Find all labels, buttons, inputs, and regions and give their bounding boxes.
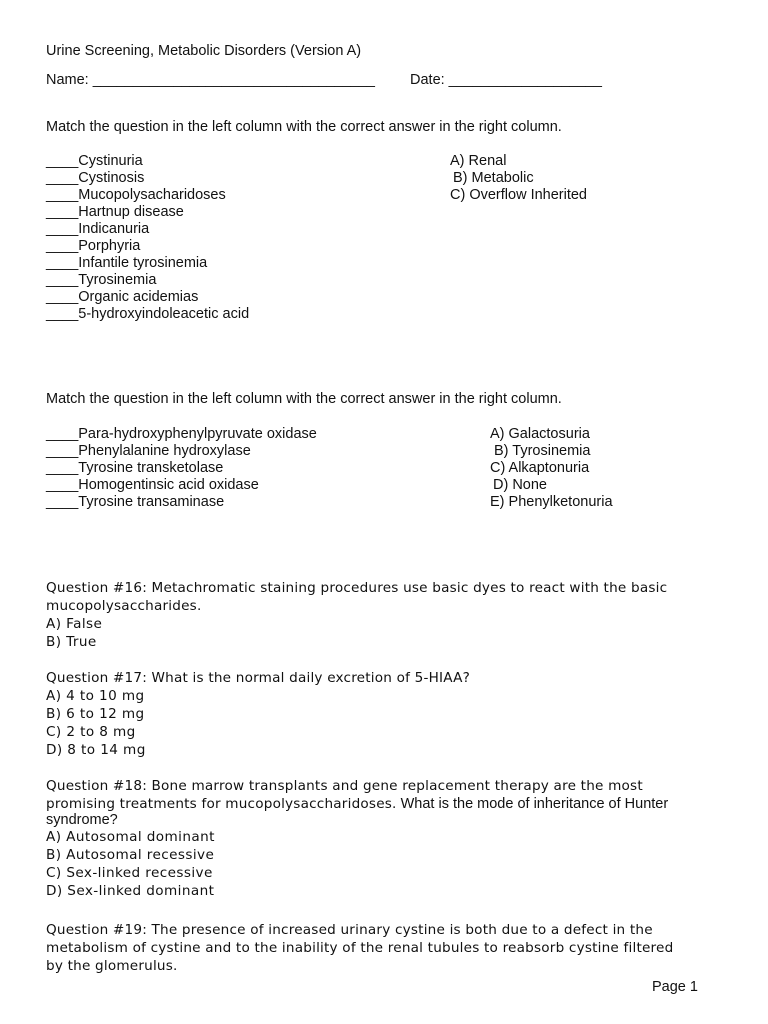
question-text-part: promising treatments for mucopolysaccharidoses. [46, 796, 397, 812]
list-item: ____5-hydroxyindoleacetic acid [46, 306, 250, 322]
list-item: ____Tyrosine transketolase [46, 460, 224, 476]
question-text: metabolism of cystine and to the inability of the renal tubules to reabsorb cystine filtered [46, 940, 674, 956]
list-item: ____Tyrosinemia [46, 272, 157, 288]
document-title: Urine Screening, Metabolic Disorders (Version A) [46, 43, 362, 59]
answer-choice: D) 8 to 14 mg [46, 742, 146, 758]
answer-option: C) Alkaptonuria [490, 460, 590, 476]
question-text: Question #17: What is the normal daily excretion of 5-HIAA? [46, 670, 471, 686]
question-text [46, 795, 668, 813]
question-text: syndrome? [46, 812, 118, 828]
answer-choice: A) False [46, 616, 103, 632]
list-item: ____Cystinosis [46, 170, 145, 186]
list-item: ____Organic acidemias [46, 289, 199, 305]
list-item: ____Para-hydroxyphenylpyruvate oxidase [46, 426, 317, 442]
answer-option: A) Renal [450, 153, 507, 169]
answer-option: A) Galactosuria [490, 426, 590, 442]
section1-instructions: Match the question in the left column with the correct answer in the right column. [46, 119, 562, 135]
question-16 [46, 579, 667, 651]
answer-choice: B) True [46, 634, 97, 650]
answer-option: E) Phenylketonuria [490, 494, 613, 510]
date-field-line: Date: ___________________ [410, 72, 602, 88]
list-item: ____Homogentinsic acid oxidase [46, 477, 259, 493]
answer-option: B) Tyrosinemia [494, 443, 591, 459]
name-field-line: Name: ___________________________________ [46, 72, 375, 88]
answer-choice: D) Sex-linked dominant [46, 883, 215, 899]
question-text: mucopolysaccharides. [46, 598, 202, 614]
answer-option: D) None [493, 477, 547, 493]
question-text: Question #19: The presence of increased urinary cystine is both due to a defect in the [46, 922, 653, 938]
list-item: ____Cystinuria [46, 153, 143, 169]
list-item: ____Indicanuria [46, 221, 150, 237]
list-item: ____Porphyria [46, 238, 141, 254]
list-item: ____Tyrosine transaminase [46, 494, 225, 510]
question-text-part: What is the mode of inheritance of Hunter [396, 796, 669, 812]
list-item: ____Hartnup disease [46, 204, 184, 220]
answer-option: C) Overflow Inherited [450, 187, 587, 203]
answer-option: B) Metabolic [453, 170, 534, 186]
question-19 [46, 921, 673, 975]
answer-choice: B) Autosomal recessive [46, 847, 215, 863]
section1-left-column [46, 153, 249, 323]
answer-choice: C) 2 to 8 mg [46, 724, 136, 740]
list-item: ____Mucopolysacharidoses [46, 187, 226, 203]
question-18 [46, 777, 668, 900]
answer-choice: B) 6 to 12 mg [46, 706, 145, 722]
question-17 [46, 669, 470, 759]
question-text: by the glomerulus. [46, 958, 178, 974]
list-item: ____Infantile tyrosinemia [46, 255, 208, 271]
answer-choice: C) Sex-linked recessive [46, 865, 213, 881]
section2-left-column [46, 426, 317, 511]
question-text: Question #16: Metachromatic staining procedures use basic dyes to react with the basic [46, 580, 668, 596]
page-number: Page 1 [652, 979, 698, 995]
list-item: ____Phenylalanine hydroxylase [46, 443, 251, 459]
question-text: Question #18: Bone marrow transplants and gene replacement therapy are the most [46, 778, 643, 794]
answer-choice: A) Autosomal dominant [46, 829, 215, 845]
section2-instructions: Match the question in the left column with the correct answer in the right column. [46, 391, 562, 407]
answer-choice: A) 4 to 10 mg [46, 688, 145, 704]
